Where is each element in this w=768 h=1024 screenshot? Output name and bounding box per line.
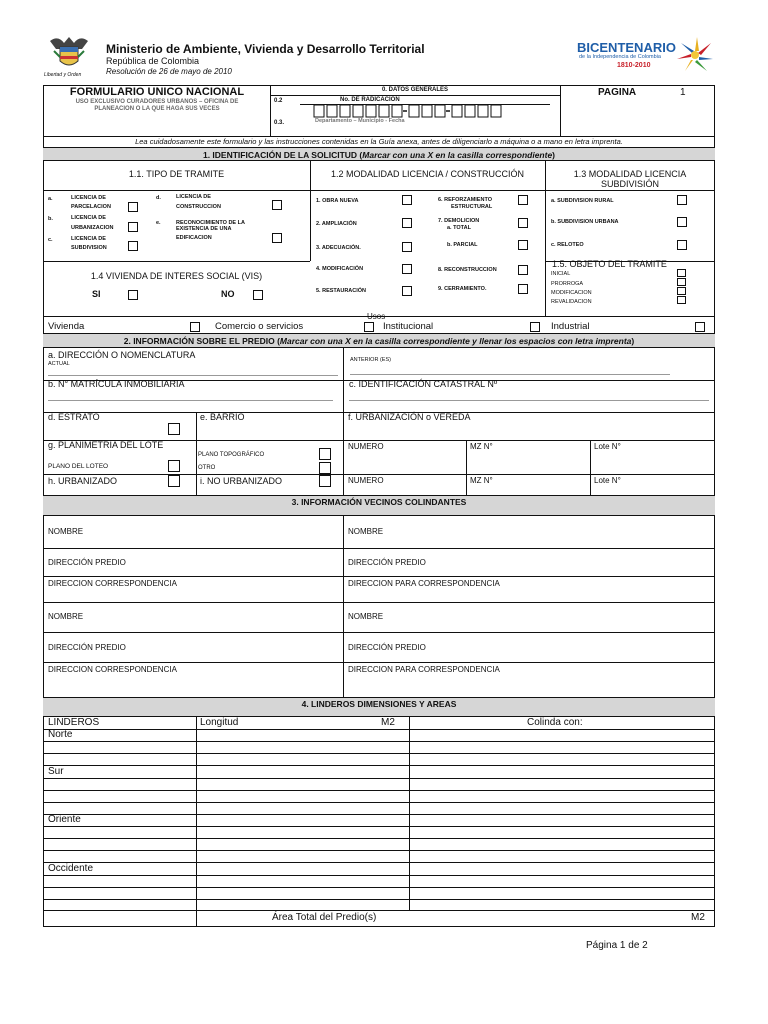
vis-no-checkbox[interactable]	[253, 290, 263, 300]
tramite-reconocimiento-checkbox[interactable]	[272, 233, 282, 243]
modalidad-demolicion-parcial-checkbox[interactable]	[518, 240, 528, 250]
direccion-actual-input[interactable]	[48, 370, 338, 376]
estrato-label: d. ESTRATO	[48, 412, 100, 422]
lindero-norte: Norte	[48, 729, 73, 740]
modalidad-subdivision-title-1: 1.3 MODALIDAD LICENCIA	[573, 169, 687, 179]
modalidad-adecuacion-checkbox[interactable]	[402, 242, 412, 252]
tramite-subdivision-checkbox[interactable]	[128, 241, 138, 251]
col-m2: M2	[381, 717, 395, 728]
no-urbanizado-checkbox[interactable]	[319, 475, 331, 487]
lindero-oriente: Oriente	[48, 814, 81, 825]
vis-si-checkbox[interactable]	[128, 290, 138, 300]
planimetria-label: g. PLANIMETRÍA DEL LOTE	[48, 440, 164, 450]
uso-vivienda-checkbox[interactable]	[190, 322, 200, 332]
radicacion-label: No. DE RADICACION	[340, 97, 400, 103]
col-linderos: LINDEROS	[48, 717, 100, 728]
vis-si-label: SI	[92, 289, 101, 299]
section2-header: 2. INFORMACIÓN SOBRE EL PREDIO (Marcar con una X en la casilla correspondiente y llenar los espacios con letra imprenta)	[43, 333, 715, 348]
form-title: FORMULARIO UNICO NACIONAL	[69, 86, 245, 98]
anterior-label: ANTERIOR (ES)	[350, 357, 391, 363]
uso-industrial-checkbox[interactable]	[695, 322, 705, 332]
subdivision-urbana-checkbox[interactable]	[677, 217, 687, 227]
otro-label: OTRO	[198, 465, 216, 471]
section2-title: 2. INFORMACIÓN SOBRE EL PREDIO (	[123, 336, 280, 346]
direccion-label: a. DIRECCIÓN O NOMENCLATURA	[48, 350, 196, 360]
plano-topografico-checkbox[interactable]	[319, 448, 331, 460]
code-03-label: 0.3.	[274, 120, 285, 126]
resolution-text: Resolución de 26 de mayo de 2010	[106, 67, 232, 76]
vis-no-label: NO	[221, 289, 235, 299]
no-urbanizado-label: i. NO URBANIZADO	[200, 476, 283, 486]
plano-loteo-label: PLANO DEL LOTEO	[48, 463, 109, 470]
urbanizacion-label: f. URBANIZACIÓN o VEREDA	[348, 412, 471, 422]
tramite-urbanizacion-checkbox[interactable]	[128, 222, 138, 232]
modalidad-ampliacion-checkbox[interactable]	[402, 218, 412, 228]
estrato-input[interactable]	[168, 423, 180, 435]
section1-header: 1. IDENTIFICACIÓN DE LA SOLICITUD (Marcar con una X en la casilla correspondiente)	[43, 147, 715, 161]
modalidad-reforzamiento-checkbox[interactable]	[518, 195, 528, 205]
colombia-crest-icon	[46, 33, 92, 73]
objeto-modificacion-checkbox[interactable]	[677, 287, 686, 295]
modalidad-modificacion-checkbox[interactable]	[402, 264, 412, 274]
section1-title-italic: Marcar con una X en la casilla correspondiente	[362, 150, 553, 160]
actual-label: ACTUAL	[48, 361, 70, 367]
section1-title: 1. IDENTIFICACIÓN DE LA SOLICITUD (	[202, 150, 363, 160]
objeto-inicial-checkbox[interactable]	[677, 269, 686, 277]
objeto-tramite-title: 1.5. OBJETO DEL TRAMITE	[552, 259, 667, 269]
matricula-input[interactable]	[48, 393, 333, 401]
bicentenario-sun-icon	[675, 33, 715, 75]
otro-checkbox[interactable]	[319, 462, 331, 474]
matricula-label: b. N° MATRÍCULA INMOBILIARIA	[48, 379, 185, 389]
objeto-prorroga-checkbox[interactable]	[677, 278, 686, 286]
page-indicator: Página 1 de 2	[586, 940, 648, 951]
tramite-construccion-checkbox[interactable]	[272, 200, 282, 210]
tramite-parcelacion-checkbox[interactable]	[128, 202, 138, 212]
subdivision-reloteo-checkbox[interactable]	[677, 240, 687, 250]
modalidad-obra-nueva-checkbox[interactable]	[402, 195, 412, 205]
area-total-unit: M2	[691, 912, 705, 923]
uso-institucional-checkbox[interactable]	[530, 322, 540, 332]
uso-comercio-checkbox[interactable]	[364, 322, 374, 332]
catastral-input[interactable]	[349, 393, 709, 401]
modalidad-reconstruccion-checkbox[interactable]	[518, 265, 528, 275]
subdivision-rural-checkbox[interactable]	[677, 195, 687, 205]
crest-motto: Libertad y Orden	[44, 72, 82, 78]
tipo-tramite-title: 1.1. TIPO DE TRAMITE	[128, 169, 225, 179]
section2-title-italic: Marcar con una X en la casilla correspondiente y llenar los espacios con letra imprenta	[279, 336, 632, 346]
col-colinda: Colinda con:	[527, 717, 583, 728]
bicentenario-years: 1810-2010	[617, 62, 651, 69]
objeto-revalidacion-checkbox[interactable]	[677, 296, 686, 304]
form-subtitle-1: USO EXCLUSIVO CURADORES URBANOS – OFICINA DE	[75, 99, 239, 105]
direccion-anterior-input[interactable]	[350, 369, 670, 375]
section3-title: 3. INFORMACIÓN VECINOS COLINDANTES	[291, 497, 467, 507]
vis-title: 1.4 VIVIENDA DE INTERES SOCIAL (VIS)	[90, 271, 263, 281]
section4-header	[43, 697, 715, 717]
urbanizado-label: h. URBANIZADO	[48, 476, 118, 486]
pagina-number: 1	[680, 87, 686, 98]
area-total-label: Área Total del Predio(s)	[272, 912, 377, 923]
pagina-label: PAGINA	[598, 87, 637, 98]
code-02-label: 0.2	[274, 98, 283, 104]
barrio-label: e. BARRIO	[200, 412, 245, 422]
lindero-sur: Sur	[48, 766, 64, 777]
ministry-name: Ministerio de Ambiente, Vivienda y Desarrollo Territorial	[106, 42, 425, 56]
col-longitud: Longitud	[200, 717, 239, 728]
radicacion-input[interactable]	[313, 104, 503, 118]
modalidad-cerramiento-checkbox[interactable]	[518, 284, 528, 294]
section4-title: 4. LINDEROS DIMENSIONES Y AREAS	[301, 699, 457, 709]
instructions-text: Lea cuidadosamente este formulario y las instrucciones contenidas en la Guía anexa, antes de diligenciarlo a máquina o a mano en letra imprenta.	[135, 137, 623, 146]
modalidad-construccion-title: 1.2 MODALIDAD LICENCIA / CONSTRUCCIÓN	[330, 169, 525, 179]
datos-generales-label: 0. DATOS GENERALES	[381, 87, 449, 93]
bicentenario-logo	[575, 33, 715, 75]
modalidad-restauracion-checkbox[interactable]	[402, 286, 412, 296]
plano-loteo-checkbox[interactable]	[168, 460, 180, 472]
republic-name: República de Colombia	[106, 56, 200, 66]
bicentenario-title: BICENTENARIO	[577, 40, 676, 55]
urbanizado-checkbox[interactable]	[168, 475, 180, 487]
modalidad-demolicion-total-checkbox[interactable]	[518, 218, 528, 228]
section3-header	[43, 495, 715, 516]
form-subtitle-2: PLANEACION O LA QUE HAGA SUS VECES	[94, 106, 220, 112]
plano-topografico-label: PLANO TOPOGRÁFICO	[198, 452, 265, 458]
modalidad-subdivision-title-2: SUBDIVISIÓN	[600, 179, 659, 189]
usos-title: Usos	[367, 312, 386, 321]
lindero-occidente: Occidente	[48, 863, 94, 874]
bicentenario-subtitle: de la Independencia de Colombia	[579, 54, 661, 60]
catastral-label: c. IDENTIFICACIÓN CATASTRAL Nº	[349, 379, 498, 389]
dep-mun-fecha-label: Departamento – Municipio - Fecha	[315, 118, 405, 124]
